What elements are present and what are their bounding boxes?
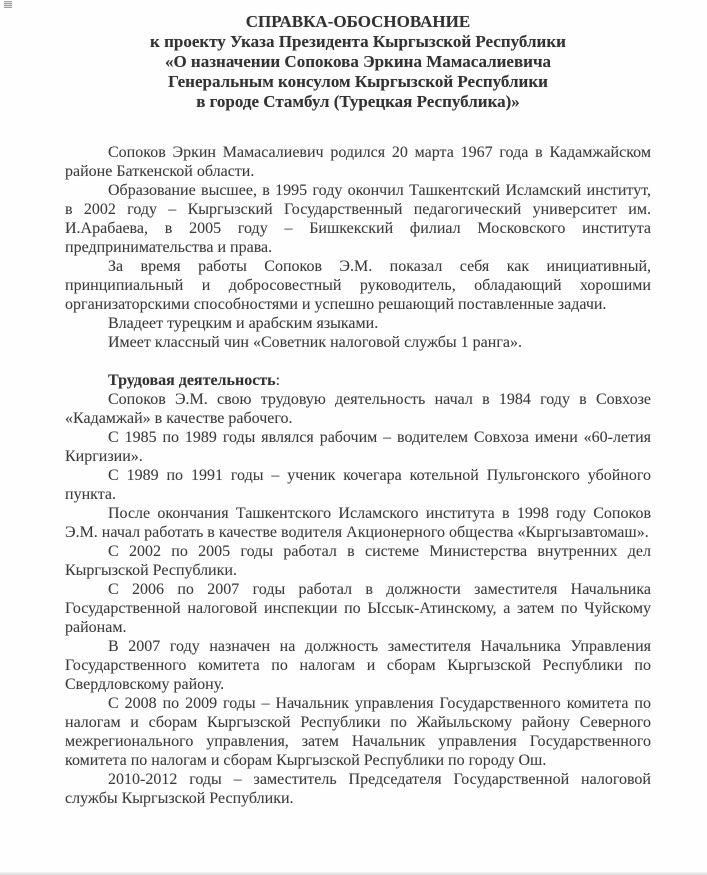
work-history-heading-text: Трудовая деятельность xyxy=(108,372,276,389)
work-history-paragraph: После окончания Ташкентского Исламского института в 1998 году Сопоков Э.М. начал работать в качестве водителя Акционерного общества «Кыргызавтомаш». xyxy=(65,505,651,541)
intro-paragraph: Имеет классный чин «Советник налоговой службы 1 ранга». xyxy=(108,334,523,351)
work-history-paragraph: С 1985 по 1989 годы являлся рабочим – водителем Совхоза имени «60-летия Киргизии». xyxy=(65,429,651,465)
document-title-line: к проекту Указа Президента Кыргызской Республики xyxy=(150,32,566,51)
intro-paragraph: Сопоков Эркин Мамасалиевич родился 20 марта 1967 года в Кадамжайском районе Баткенской области. xyxy=(65,144,651,180)
work-history-heading-colon: : xyxy=(275,372,281,389)
document-title-line: в городе Стамбул (Турецкая Республика)» xyxy=(196,92,520,111)
work-history-paragraph: С 2006 по 2007 годы работал в должности заместителя Начальника Государственной налоговой инспекции по Ыссык-Атинскому, а затем по Чуйскому районам. xyxy=(65,581,651,636)
document-content xyxy=(65,0,651,808)
scan-artifact xyxy=(4,1,12,8)
work-history-paragraph: 2010-2012 годы – заместитель Председателя Государственной налоговой службы Кыргызской Республики. xyxy=(65,771,651,807)
document-title-line: «О назначении Сопокова Эркина Мамасалиевича xyxy=(164,52,552,71)
work-history-paragraph: В 2007 году назначен на должность заместителя Начальника Управления Государственного комитета по налогам и сборам Кыргызской Республики по Свердловскому району. xyxy=(65,638,651,693)
work-history-heading xyxy=(65,371,651,390)
intro-paragraph: За время работы Сопоков Э.М. показал себя как инициативный, принципиальный и добросовестный руководитель, обладающий хорошими организаторскими способностями и успешно решающий поставленные задачи. xyxy=(65,258,651,313)
document-body xyxy=(65,143,651,808)
work-history-paragraph: Сопоков Э.М. свою трудовую деятельность начал в 1984 году в Совхозе «Кадамжай» в качестве рабочего. xyxy=(65,391,651,427)
work-history-paragraph: С 1989 по 1991 годы – ученик кочегара котельной Пульгонского убойного пункта. xyxy=(65,467,651,503)
work-history-paragraph: С 2008 по 2009 годы – Начальник управления Государственного комитета по налогам и сборам Кыргызской Республики по Жайыльскому району Северного межрегионального управления, затем Начальник управления Государственного комитета по налогам и сборам Кыргызской Республики по городу Ош. xyxy=(65,695,651,769)
document-title-line: Генеральным консулом Кыргызской Республики xyxy=(168,72,548,91)
document-title xyxy=(65,12,651,112)
intro-paragraph: Образование высшее, в 1995 году окончил Ташкентский Исламский институт, в 2002 году – Кыргызский Государственный педагогический университет им. И.Арабаева, в 2005 году – Бишкекский филиал Московского института предпринимательства и права. xyxy=(65,182,651,256)
work-history-paragraph: С 2002 по 2005 годы работал в системе Министерства внутренних дел Кыргызской Республики. xyxy=(65,543,651,579)
intro-paragraph: Владеет турецким и арабским языками. xyxy=(108,315,379,332)
document-title-line: СПРАВКА-ОБОСНОВАНИЕ xyxy=(245,12,471,31)
